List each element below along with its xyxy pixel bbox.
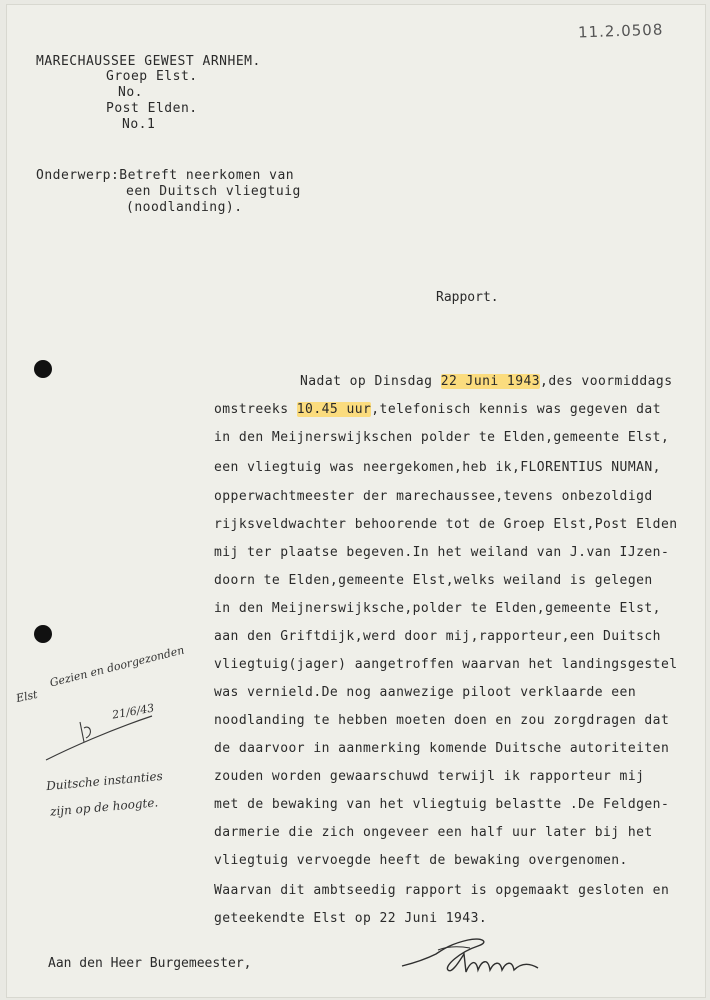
margin-note-date: 21/6/43 <box>111 701 156 722</box>
body-line: was vernield.De nog aanwezige piloot verklaarde een <box>214 685 637 700</box>
addressee: Aan den Heer Burgemeester, <box>48 956 252 971</box>
date-highlight: 22 Juni 1943 <box>440 374 541 389</box>
margin-note-german-authorities: Duitsche instanties <box>45 768 164 794</box>
subject-line-3: (noodlanding). <box>126 200 243 215</box>
body-line: darmerie die zich ongeveer een half uur later bij het <box>214 825 653 840</box>
body-line: omstreeks 10.45 uur,telefonisch kennis was gegeven dat <box>214 402 661 417</box>
body-line: vliegtuig vervoegde heeft de bewaking overgenomen. <box>214 853 628 868</box>
body-line: in den Meijnerswijksche,polder te Elden,gemeente Elst, <box>214 601 661 616</box>
body-line: Waarvan dit ambtseedig rapport is opgemaakt gesloten en <box>214 883 670 898</box>
body-line: Nadat op Dinsdag 22 Juni 1943,des voormiddags <box>300 374 673 389</box>
subject-line-2: een Duitsch vliegtuig <box>126 184 301 199</box>
body-line: in den Meijnerswijkschen polder te Elden,gemeente Elst, <box>214 430 670 445</box>
body-line: een vliegtuig was neergekomen,heb ik,FLORENTIUS NUMAN, <box>214 460 661 475</box>
margin-note-place: Elst <box>14 687 39 706</box>
subject-line-1: Onderwerp:Betreft neerkomen van <box>36 168 295 183</box>
body-line: mij ter plaatse begeven.In het weiland van J.van IJzen- <box>214 545 670 560</box>
body-line: aan den Griftdijk,werd door mij,rapporteur,een Duitsch <box>214 629 661 644</box>
punch-hole-top <box>34 360 52 378</box>
body-line: met de bewaking van het vliegtuig belastte .De Feldgen- <box>214 797 670 812</box>
body-line: zouden worden gewaarschuwd terwijl ik rapporteur mij <box>214 769 645 784</box>
body-line: de daarvoor in aanmerking komende Duitsche autoriteiten <box>214 741 670 756</box>
header-number: No. <box>118 85 143 100</box>
time-highlight: 10.45 uur <box>296 402 372 417</box>
header-post-number: No.1 <box>122 117 156 132</box>
punch-hole-bottom <box>34 625 52 643</box>
header-post: Post Elden. <box>106 101 198 116</box>
margin-note-seen: Gezien en doorgezonden <box>48 643 186 690</box>
signature <box>398 932 568 982</box>
margin-note-informed: zijn op de hoogte. <box>49 795 159 819</box>
margin-note-stroke <box>40 708 160 768</box>
archive-number: 11.2.0508 <box>577 20 664 42</box>
body-line: vliegtuig(jager) aangetroffen waarvan het landingsgestel <box>214 657 678 672</box>
body-line: opperwachtmeester der marechaussee,tevens onbezoldigd <box>214 489 653 504</box>
header-group: Groep Elst. <box>106 69 198 84</box>
body-line: geteekendte Elst op 22 Juni 1943. <box>214 911 488 926</box>
body-line: doorn te Elden,gemeente Elst,welks weiland is gelegen <box>214 573 653 588</box>
body-line: noodlanding te hebben moeten doen en zou zorgdragen dat <box>214 713 670 728</box>
document-title: Rapport. <box>436 290 499 305</box>
header-organization: MARECHAUSSEE GEWEST ARNHEM. <box>36 54 261 69</box>
body-line: rijksveldwachter behoorende tot de Groep Elst,Post Elden <box>214 517 678 532</box>
